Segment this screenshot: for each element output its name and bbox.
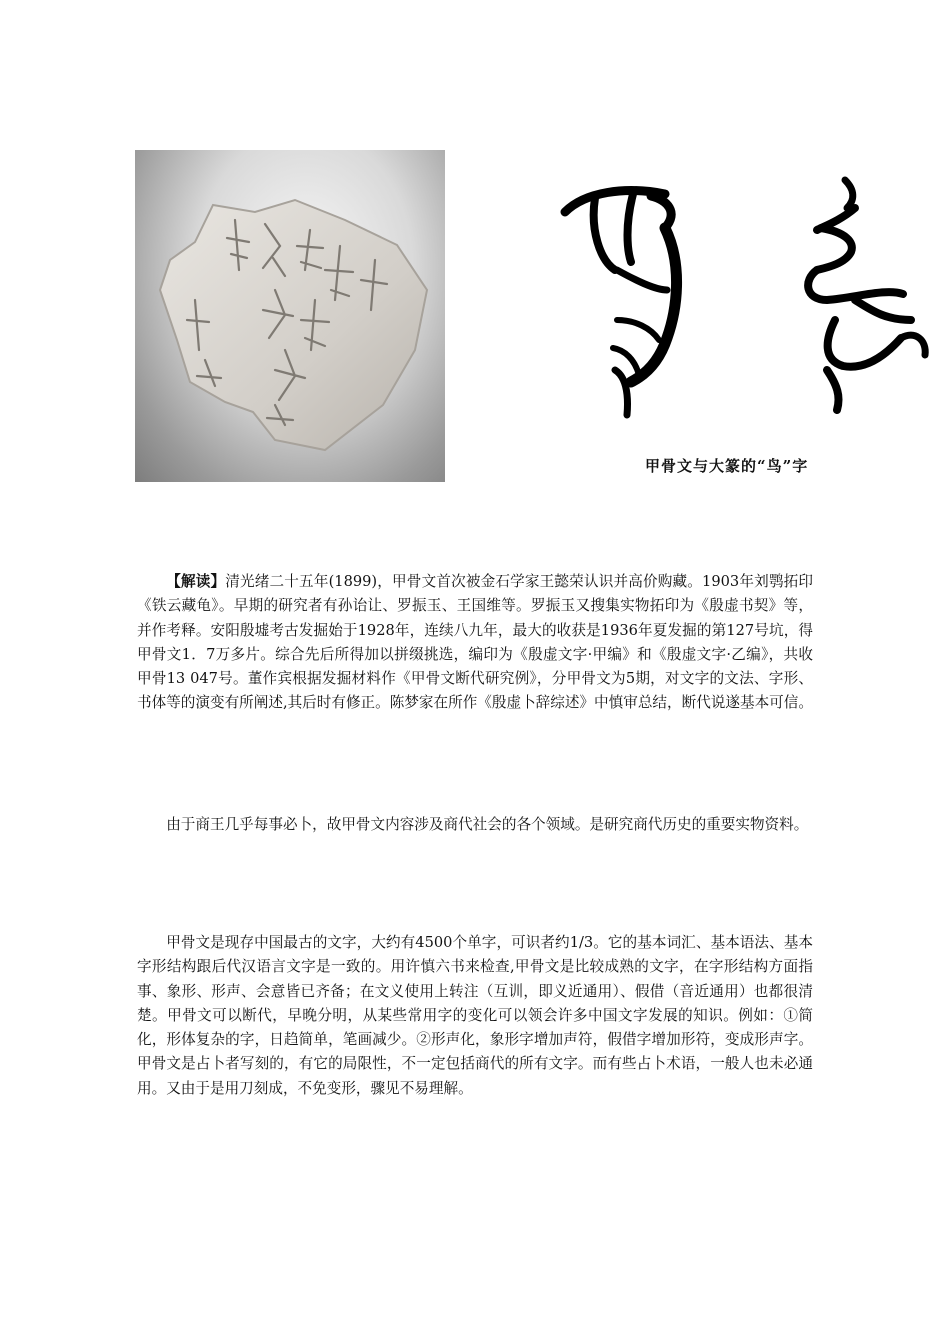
oracle-bone-fragment-icon xyxy=(135,150,445,482)
oracle-bone-bird-glyph-icon xyxy=(565,191,677,415)
paragraph-content-scope xyxy=(137,813,813,837)
seal-script-bird-glyph-icon xyxy=(808,180,925,410)
paragraph-oracle-script-features xyxy=(137,931,813,1101)
paragraph-interpretation xyxy=(137,570,813,716)
paragraph-text: 甲骨文是现存中国最古的文字，大约有4500个单字，可识者约1/3。它的基本词汇、基本语法、基本字形结构跟后代汉语言文字是一致的。用许慎六书来检查,甲骨文是比较成熟的文字，在字形结构方面指事、象形、形声、会意皆已齐备；在文义使用上转注（互训，即义近通用）、假借（音近通用）也都很清楚。甲骨文可以断代，早晚分明，从某些常用字的变化可以领会许多中国文字发展的知识。例如：①简化，形体复杂的字，日趋简单，笔画减少。②形声化，象形字增加声符，假借字增加形符，变成形声字。甲骨文是占卜者写刻的，有它的局限性，不一定包括商代的所有文字。而有些占卜术语，一般人也未必通用。又由于是用刀刻成，不免变形，骤见不易理解。 xyxy=(137,934,813,1097)
oracle-bone-photo xyxy=(135,150,445,482)
figure-caption: 甲骨文与大篆的“鸟”字 xyxy=(645,457,809,475)
paragraph-text: 由于商王几乎每事必卜，故甲骨文内容涉及商代社会的各个领域。是研究商代历史的重要实物资料。 xyxy=(166,816,809,833)
bird-glyph-panel xyxy=(555,170,940,430)
paragraph-text: 清光绪二十五年(1899)，甲骨文首次被金石学家王懿荣认识并高价购藏。1903年刘鹗拓印《铁云藏龟》。早期的研究者有孙诒让、罗振玉、王国维等。罗振玉又搜集实物拓印为《殷虚书契》等，并作考释。安阳殷墟考古发掘始于1928年，连续八九年，最大的收获是1936年夏发掘的第127号坑，得甲骨文1．7万多片。综合先后所得加以拼缀挑选，编印为《殷虚文字·甲编》和《殷虚文字·乙编》，共收甲骨13 047号。董作宾根据发掘材料作《甲骨文断代研究例》，分甲骨文为5期，对文字的文法、字形、书体等的演变有所阐述,其后时有修正。陈梦家在所作《殷虚卜辞综述》中慎审总结，断代说遂基本可信。 xyxy=(137,573,813,712)
paragraph-lead: 【解读】 xyxy=(166,573,226,590)
